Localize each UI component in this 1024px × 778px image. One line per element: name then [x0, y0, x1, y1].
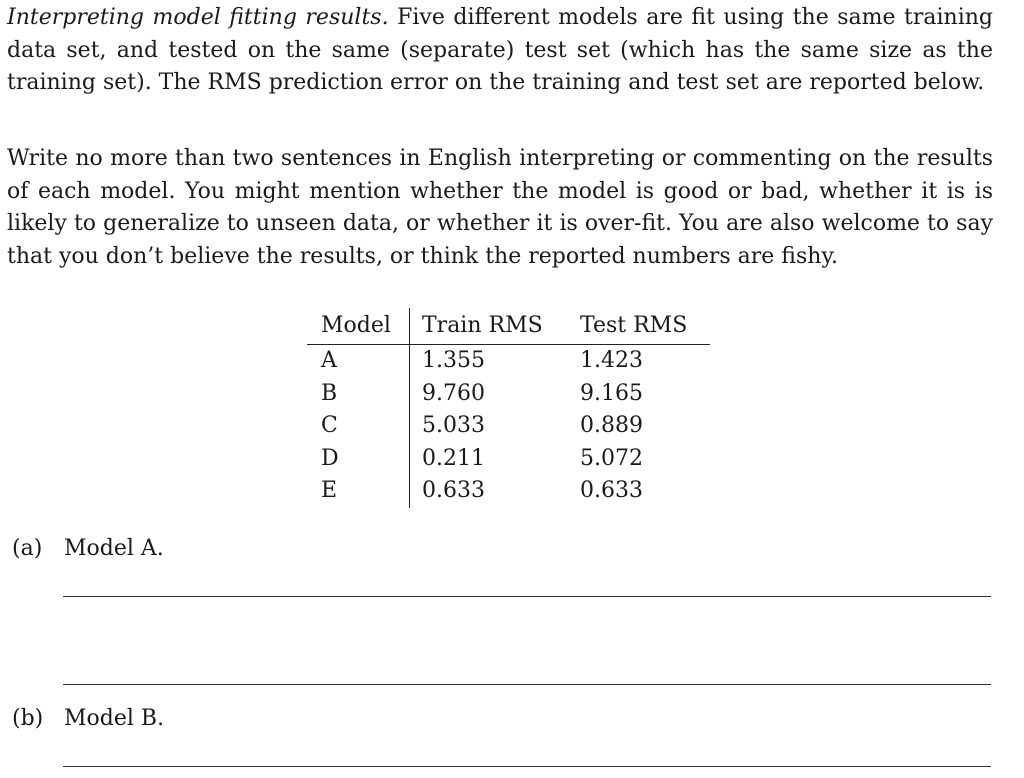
header-model: Model — [307, 308, 410, 345]
question-a — [12, 534, 164, 564]
intro-title: Interpreting model fitting results. — [7, 5, 389, 30]
results-table — [307, 308, 710, 508]
table-row — [307, 410, 710, 443]
model-cell: E — [307, 475, 410, 508]
test-rms-cell: 9.165 — [580, 380, 643, 406]
header-test-rms: Test RMS — [572, 308, 710, 345]
intro-paragraph — [7, 2, 993, 100]
train-rms-cell: 9.760 — [422, 380, 485, 406]
question-b — [12, 704, 164, 734]
intro-text: Five different models are fit using the same training data set, and tested on the same (separate) test set (which has the same size as the training set). The RMS prediction error on the training and test set are reported below. — [7, 5, 993, 95]
model-cell: D — [307, 443, 410, 476]
answer-line-b-1[interactable] — [63, 766, 991, 767]
train-rms-cell: 0.633 — [422, 478, 485, 503]
instructions-paragraph: Write no more than two sentences in English interpreting or commenting on the results of each model. You might mention whether the model is good or bad, whether it is is likely to generalize to unseen data, or whether it is over-fit. You are also welcome to say that you don’t believe the results, or think the reported numbers are fishy. — [7, 146, 993, 269]
train-rms-cell: 1.355 — [422, 348, 485, 373]
question-a-label: (a) — [12, 536, 43, 561]
test-rms-cell: 0.633 — [580, 478, 643, 503]
test-rms-cell: 5.072 — [580, 445, 643, 471]
table-header-row — [307, 308, 710, 345]
model-cell: B — [307, 378, 410, 411]
test-rms-cell: 0.889 — [580, 413, 643, 438]
model-cell: C — [307, 410, 410, 443]
answer-line-a-2[interactable] — [63, 684, 991, 685]
table-row — [307, 475, 710, 508]
question-b-text: Model B. — [64, 706, 165, 731]
test-rms-cell: 1.423 — [580, 348, 643, 373]
answer-line-a-1[interactable] — [63, 596, 991, 597]
train-rms-cell: 0.211 — [422, 445, 485, 471]
train-rms-cell: 5.033 — [422, 413, 485, 438]
table-row — [307, 345, 710, 378]
model-cell: A — [307, 345, 410, 378]
table-row — [307, 443, 710, 476]
header-train-rms: Train RMS — [410, 308, 573, 345]
question-a-text: Model A. — [64, 536, 164, 561]
question-b-label: (b) — [12, 706, 44, 731]
table-row — [307, 378, 710, 411]
